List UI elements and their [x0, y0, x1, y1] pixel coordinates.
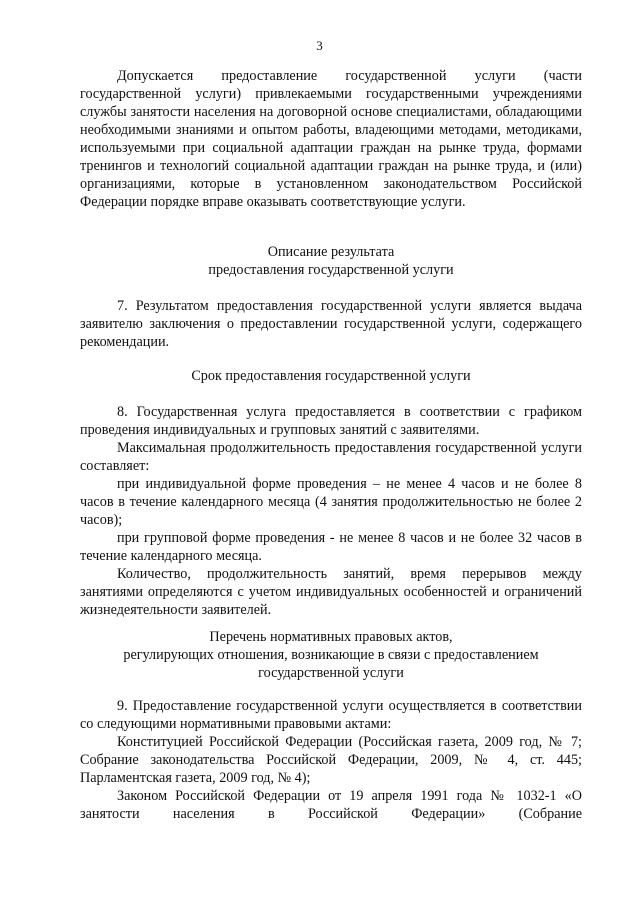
paragraph-9 [80, 697, 582, 733]
paragraph-9-law-text: Законом Российской Федерации от 19 апреля 1991 года № 1032-1 «О занятости населения в Российской Федерации» (Собрание [80, 788, 582, 822]
heading-acts-line-1: Перечень нормативных правовых актов, [209, 629, 453, 645]
paragraph-9-constitution [80, 733, 582, 787]
heading-term: Срок предоставления государственной услуги [191, 368, 471, 384]
intro-paragraph [80, 67, 582, 211]
heading-result-line-2: предоставления государственной услуги [208, 262, 454, 278]
paragraph-8-group [80, 529, 582, 565]
paragraph-8-individual-text: при индивидуальной форме проведения – не менее 4 часов и не более 8 часов в течение календарного месяца (4 занятия продолжительностью не более 2 часов); [80, 476, 582, 528]
intro-text: Допускается предоставление государственной услуги (части государственной услуги) привлекаемыми государственными учреждениями службы занятости населения на договорной основе специалистами, обладающими необходимыми знаниями и опытом работы, владеющими методами, методиками, используемыми при социальной адаптации граждан на рынке труда, формами тренингов и технологий социальной адаптации граждан на рынке труда, и (или) организациями, которые в установленном законодательством Российской Федерации порядке вправе оказывать соответствующие услуги. [80, 68, 582, 210]
paragraph-8-count [80, 565, 582, 619]
paragraph-8-text: 8. Государственная услуга предоставляется в соответствии с графиком проведения индивидуальных и групповых занятий с заявителями. [80, 404, 582, 438]
paragraph-8-max [80, 439, 582, 475]
paragraph-9-law [80, 787, 582, 823]
paragraph-8-max-text: Максимальная продолжительность предоставления государственной услуги составляет: [80, 440, 582, 474]
paragraph-8-group-text: при групповой форме проведения - не менее 8 часов и не более 32 часов в течение календарного месяца. [80, 530, 582, 564]
heading-acts-line-3: государственной услуги [258, 665, 404, 681]
heading-acts-line-2: регулирующих отношения, возникающие в связи с предоставлением [123, 647, 539, 663]
paragraph-7-text: 7. Результатом предоставления государственной услуги является выдача заявителю заключения о предоставлении государственной услуги, содержащего рекомендации. [80, 298, 582, 350]
paragraph-9-constitution-text: Конституцией Российской Федерации (Российская газета, 2009 год, № 7; Собрание законодательства Российской Федерации, 2009, № 4, ст. 445; Парламентская газета, 2009 год, № 4); [80, 734, 582, 786]
paragraph-8-count-text: Количество, продолжительность занятий, время перерывов между занятиями определяются с учетом индивидуальных особенностей и ограничений жизнедеятельности заявителей. [80, 566, 582, 618]
paragraph-7 [80, 297, 582, 351]
page-number: 3 [316, 38, 323, 53]
paragraph-8 [80, 403, 582, 439]
paragraph-9-text: 9. Предоставление государственной услуги осуществляется в соответствии со следующими нормативными правовыми актами: [80, 698, 582, 732]
heading-result-line-1: Описание результата [267, 244, 395, 260]
paragraph-8-individual [80, 475, 582, 529]
